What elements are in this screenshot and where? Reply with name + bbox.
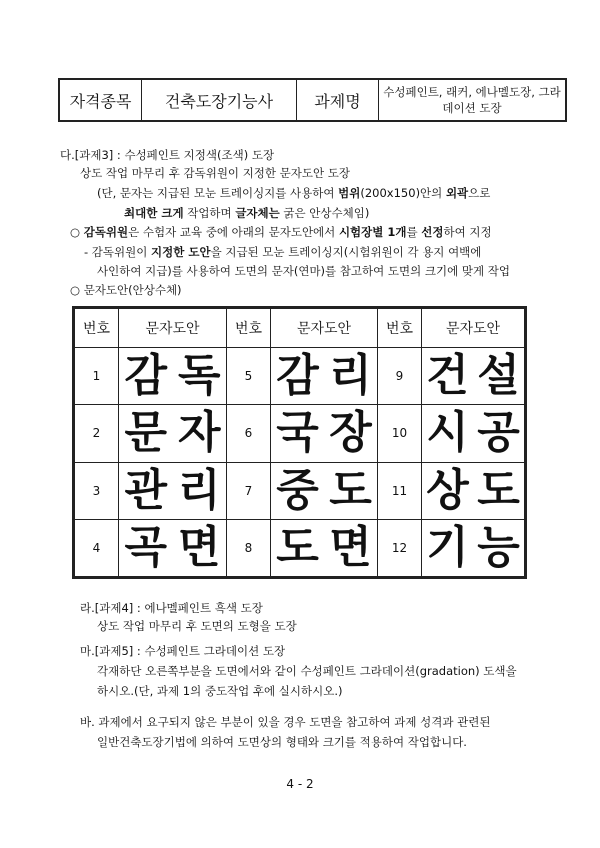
text-span: (200x150)안의 — [360, 186, 446, 200]
design-number: 2 — [75, 405, 119, 462]
design-glyph: 문 — [124, 407, 167, 459]
text-span: 으로 — [468, 186, 491, 200]
design-glyph: 리 — [329, 350, 372, 402]
table-row — [75, 405, 525, 462]
header-value-field: 건축도장기능사 — [142, 80, 297, 120]
design-number: 9 — [378, 348, 422, 405]
text-span: (단, 문자는 지급된 모눈 트레이싱지를 사용하여 — [97, 186, 339, 200]
section-da-bullet4: ○ 문자도안(안상수체) — [70, 283, 182, 297]
design-number: 12 — [378, 519, 422, 576]
table-header-row — [75, 309, 525, 348]
text-span: 을 지급된 모눈 트레이싱지(시험위원이 각 용지 여백에 — [210, 245, 482, 259]
letter-design-table — [72, 306, 527, 579]
design-glyph: 자 — [177, 407, 221, 459]
text-span: 선정 — [421, 225, 444, 239]
header-design: 문자도안 — [422, 309, 525, 348]
section-da-line2 — [97, 185, 490, 201]
design-number: 3 — [75, 462, 119, 519]
design-glyph: 도 — [276, 521, 319, 573]
section-da-line3 — [124, 205, 369, 221]
design-glyph: 건 — [426, 350, 469, 402]
section-ra-title: 라.[과제4] : 에나멜페인트 흑색 도장 — [80, 601, 263, 615]
design-glyph: 기 — [426, 521, 469, 573]
section-ra-line1: 상도 작업 마무리 후 도면의 도형을 도장 — [97, 619, 297, 633]
design-glyph: 곡 — [124, 521, 167, 573]
design-glyph: 상 — [426, 464, 469, 516]
design-cell — [271, 405, 378, 462]
design-glyph: 공 — [477, 407, 520, 459]
text-span: 글자체는 — [235, 206, 280, 220]
design-glyph: 면 — [177, 521, 221, 573]
design-number: 6 — [227, 405, 271, 462]
header-label-task: 과제명 — [297, 80, 379, 120]
design-glyph: 장 — [329, 407, 372, 459]
design-glyph: 중 — [276, 464, 319, 516]
section-ba-line1: 바. 과제에서 요구되지 않은 부분이 있을 경우 도면을 참고하여 과제 성격과 관련된 — [80, 715, 491, 729]
design-cell — [422, 348, 525, 405]
design-glyph: 설 — [477, 350, 520, 402]
section-da-bullet3: 사인하여 지급)를 사용하여 도면의 문자(연마)를 참고하여 도면의 크기에 맞게 작업 — [97, 264, 510, 278]
design-glyph: 감 — [124, 350, 167, 402]
design-cell — [119, 405, 227, 462]
text-span: 하여 지정 — [443, 225, 492, 239]
design-glyph: 능 — [477, 521, 520, 573]
design-glyph: 국 — [276, 407, 319, 459]
design-glyph: 관 — [124, 464, 167, 516]
text-span: 은 수험자 교육 중에 아래의 문자도안에서 — [128, 225, 339, 239]
text-span: ○ — [70, 225, 84, 239]
header-value-task: 수성페인트, 래커, 에나멜도장, 그라데이션 도장 — [383, 85, 561, 115]
text-span: 지정한 도안 — [151, 245, 211, 259]
text-span: 를 — [406, 225, 422, 239]
design-cell — [119, 519, 227, 576]
design-glyph: 시 — [426, 407, 469, 459]
text-span: - 감독위원이 — [84, 245, 152, 259]
design-cell — [422, 519, 525, 576]
text-span: 감독위원 — [83, 225, 129, 239]
text-span: 시험장별 1개 — [338, 225, 407, 239]
header-design: 문자도안 — [271, 309, 378, 348]
design-glyph: 면 — [329, 521, 372, 573]
design-glyph: 감 — [276, 350, 319, 402]
header-table — [58, 78, 567, 122]
design-number: 11 — [378, 462, 422, 519]
header-number: 번호 — [378, 309, 422, 348]
table-row — [75, 519, 525, 576]
section-ba-line2: 일반건축도장기법에 의하여 도면상의 형태와 크기를 적용하여 작업합니다. — [97, 735, 467, 749]
design-number: 4 — [75, 519, 119, 576]
text-span: 외곽 — [445, 186, 469, 200]
header-number: 번호 — [75, 309, 119, 348]
section-ma-line1: 각재하단 오른쪽부분을 도면에서와 같이 수성페인트 그라데이션(gradation) 도색을 — [97, 664, 517, 678]
page-number: 4 - 2 — [286, 777, 314, 791]
header-number: 번호 — [227, 309, 271, 348]
section-da-line1: 상도 작업 마무리 후 감독위원이 지정한 문자도안 도장 — [80, 166, 350, 180]
section-ma-line2: 하시오.(단, 과제 1의 중도작업 후에 실시하시오.) — [97, 684, 343, 698]
design-number: 8 — [227, 519, 271, 576]
design-number: 1 — [75, 348, 119, 405]
design-cell — [119, 348, 227, 405]
design-number: 7 — [227, 462, 271, 519]
section-da-bullet1 — [70, 224, 492, 240]
design-cell — [271, 462, 378, 519]
header-design: 문자도안 — [119, 309, 227, 348]
header-label-field: 자격종목 — [60, 80, 142, 120]
design-cell — [271, 348, 378, 405]
design-number: 10 — [378, 405, 422, 462]
design-glyph: 도 — [329, 464, 372, 516]
design-glyph: 도 — [477, 464, 520, 516]
section-da-bullet2 — [84, 244, 481, 260]
design-cell — [422, 405, 525, 462]
table-row — [75, 462, 525, 519]
text-span: 굵은 안상수체임) — [279, 206, 370, 220]
design-number: 5 — [227, 348, 271, 405]
design-glyph: 리 — [177, 464, 221, 516]
design-cell — [422, 462, 525, 519]
section-da-title: 다.[과제3] : 수성페인트 지정색(조색) 도장 — [60, 148, 275, 162]
table-row — [75, 348, 525, 405]
design-cell — [119, 462, 227, 519]
design-glyph: 독 — [177, 350, 221, 402]
text-span: 최대한 크게 — [124, 206, 184, 220]
text-span: 작업하며 — [183, 206, 236, 220]
section-ma-title: 마.[과제5] : 수성페인트 그라데이션 도장 — [80, 644, 286, 658]
design-cell — [271, 519, 378, 576]
text-span: 범위 — [338, 186, 361, 200]
